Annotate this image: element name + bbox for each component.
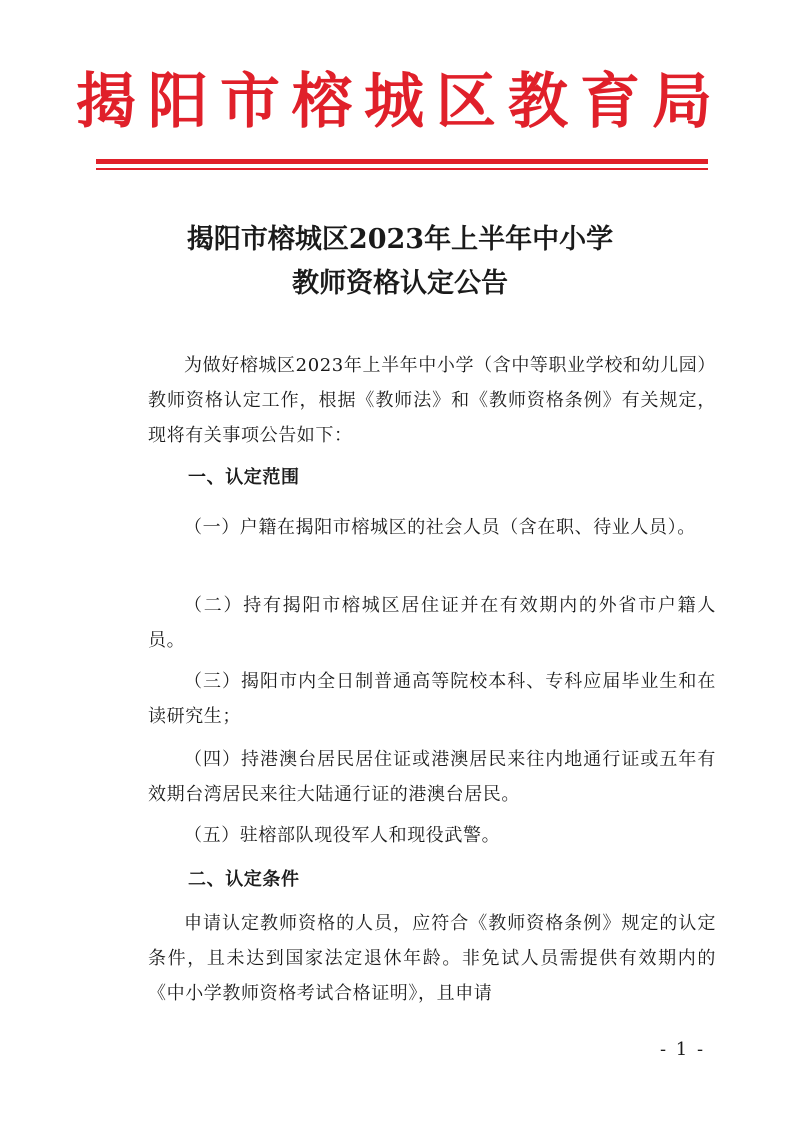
scope-item-2	[148, 588, 716, 658]
conditions-paragraph	[148, 906, 716, 1011]
scope-item-1	[148, 510, 716, 545]
intro-paragraph	[148, 348, 716, 453]
masthead-rule-thin	[96, 168, 708, 170]
masthead-org-name: 揭阳市榕城区教育局	[76, 67, 724, 137]
scope-item-5-text: （五）驻榕部队现役军人和现役武警。	[184, 825, 501, 846]
scope-item-1-text: （一）户籍在揭阳市榕城区的社会人员（含在职、待业人员）。	[184, 517, 696, 538]
masthead-rule-thick	[96, 159, 708, 164]
conditions-text: 申请认定教师资格的人员，应符合《教师资格条例》规定的认定条件，且未达到国家法定退休年龄。非免试人员需提供有效期内的《中小学教师资格考试合格证明》，且申请	[148, 913, 716, 1004]
page-number: - 1 -	[660, 1039, 706, 1060]
scope-item-4-text: （四）持港澳台居民居住证或港澳居民来往内地通行证或五年有效期台湾居民来往大陆通行证的港澳台居民。	[148, 749, 716, 805]
scope-item-3-text: （三）揭阳市内全日制普通高等院校本科、专科应届毕业生和在读研究生；	[148, 671, 716, 727]
section-1-heading: 一、认定范围	[188, 467, 300, 488]
scope-item-2-text: （二）持有揭阳市榕城区居住证并在有效期内的外省市户籍人员。	[148, 595, 716, 651]
section-2-heading: 二、认定条件	[188, 869, 300, 890]
document-title-line-2: 教师资格认定公告	[292, 268, 508, 299]
scope-item-4	[148, 742, 716, 812]
intro-text: 为做好榕城区2023年上半年中小学（含中等职业学校和幼儿园）教师资格认定工作，根据《教师法》和《教师资格条例》有关规定，现将有关事项公告如下：	[148, 355, 716, 446]
scope-item-3	[148, 664, 716, 734]
scope-item-5	[148, 818, 716, 853]
document-title-line-1: 揭阳市榕城区2023年上半年中小学	[186, 224, 614, 255]
